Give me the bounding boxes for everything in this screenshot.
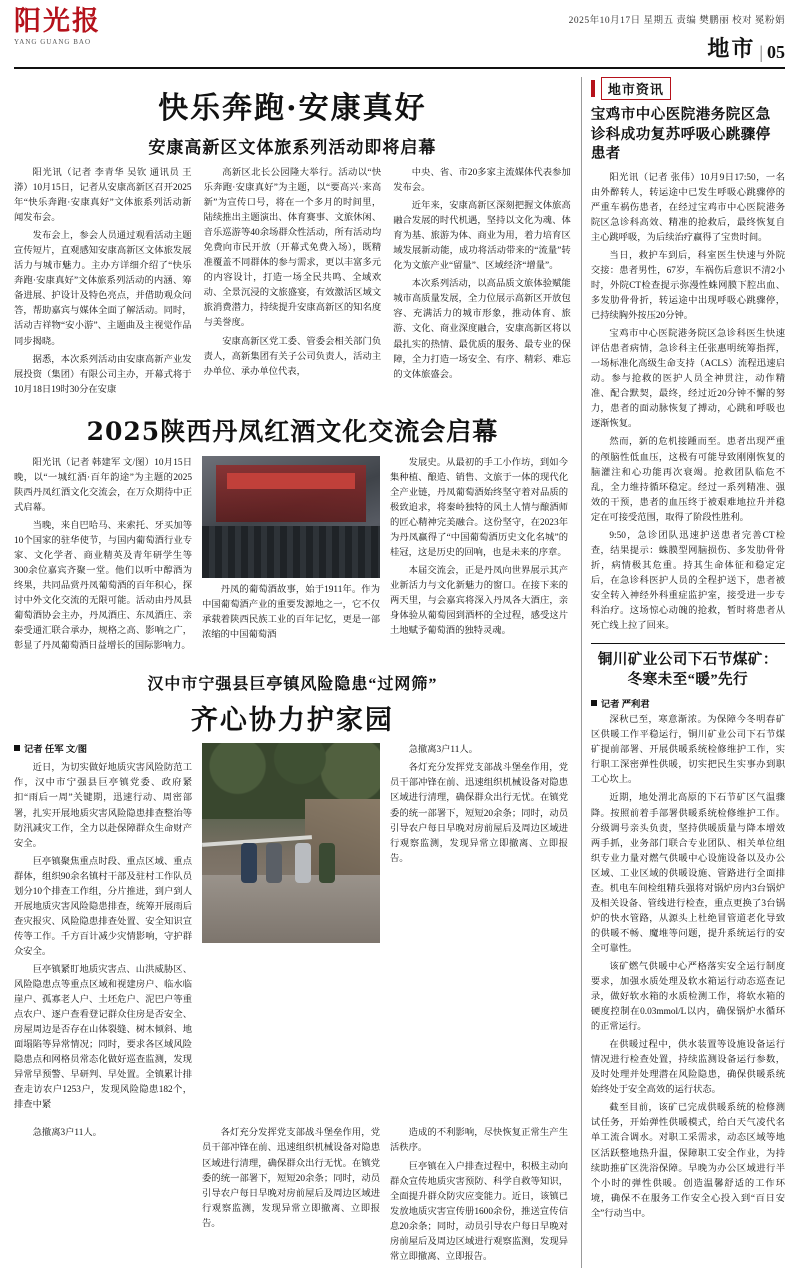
story2-col1 [14, 456, 192, 658]
story3-byline-text: 记者 任军 文/图 [24, 745, 88, 756]
story3-photo [202, 743, 380, 943]
story2-photo [202, 456, 380, 578]
story3-bottom [14, 1126, 571, 1267]
right-story-a-para: 阳光讯（记者 张伟）10月9日17:50，一名由外醉转人，转运途中已发生呼吸心跳骤停的严重车祸伤患者，在经过宝鸡市中心医院港务院区急诊科高效、精准的抢救后，最终恢复自主心跳呼吸，为后续治疗赢得了宝贵时间。 [590, 172, 785, 243]
story1-para: 中央、省、市20多家主流媒体代表参加发布会。 [393, 168, 571, 194]
story3-body [14, 743, 571, 1116]
issue-meta: 2025年10月17日 星期五 责编 樊鹏丽 校对 冕粉娟 [568, 16, 785, 26]
right-story-a-para: 然而，新的危机接踵而至。患者出现严重的颅脑性低血压，这极有可能导致刚刚恢复的脑灌注和心功能再次衰竭。抢救团队临危不乱，全力维持循环稳定。经过一系列精准、强效的干预，患者的血压终于被艰难地拉升并稳定在可接受范围，取得了阶段性胜利。 [590, 437, 785, 523]
right-story-b-body [591, 713, 785, 1222]
right-story-a-para: 宝鸡市中心医院港务院区急诊科医生快速评估患者病情，急诊科主任张惠明统筹指挥，一场标准化高级生命支持（ACLS）流程迅速启动。参与抢救的医护人员全神贯注，动作精准、配合默契，最终，经过近20分钟不懈的努力，患者的面动脉恢复了搏动，心跳和呼吸也逐渐恢复。 [590, 329, 785, 430]
story2-body [14, 456, 571, 658]
right-story-a-body [591, 171, 785, 634]
right-story-b-byline [591, 696, 785, 710]
story2-para: 阳光讯（记者 韩建军 文/图）10月15日晚，以“一城红酒·百年韵途”为主题的2025陕西丹凤红酒文化交流会，在万众期待中正式启幕。 [14, 457, 192, 513]
story3-para: 近日，为切实做好地质灾害风险防范工作，汉中市宁强县巨亭镇党委、政府紧扣“雨后一周”关键期，迅速行动、周密部署，扎实开展地质灾害风险隐患排查整治等防汛减灾工作，全力以赴保障群众生命财产安全。 [14, 763, 192, 849]
story3-para: 造成的不利影响，尽快恢复正常生产生活秩序。 [390, 1128, 568, 1154]
story3-bottom-col1 [14, 1126, 192, 1267]
accent-bar-icon [591, 80, 595, 97]
story3-byline [14, 743, 192, 758]
story1-para: 据悉，本次系列活动由安康高新产业发展投资（集团）有限公司主办，开幕式将于10月18日19时30分在安康 [14, 354, 192, 395]
right-zone-label: 地市资讯 [601, 77, 671, 100]
byline-marker-icon [591, 700, 597, 706]
story3-para: 巨亭镇紧盯地质灾害点、山洪威胁区、风险隐患点等重点区域和视建房户、临水临崖户、孤寡老人户、土坯危户、泥巴户等重点农户、逐户查看登记群众住房是否安全、房屋周边是否存在山体裂缝、树木倾斜、地面塌陷等异常情况；同时，要求各区域风险隐患点和网格员常态化做好巡查监测，发现异常早预警、早研判、早处置。全镇累计排查走访农户1253户，发现风险隐患182个，排查中紧 [14, 964, 192, 1111]
story2-para: 本届交流会，正是丹凤向世界展示其产业新活力与文化新魅力的窗口。在接下来的两天里，与会嘉宾将深入丹凤各大酒庄，亲身体验从葡萄园到酒杯的全过程，感受这片土地赋予葡萄酒的独特灵魂。 [390, 566, 568, 637]
story2-para: 丹凤的葡萄酒故事，始于1911年。作为中国葡萄酒产业的重要发源地之一，它不仅承载着陕西民族工业的百年记忆，更是一部浓缩的中国葡萄酒 [202, 584, 380, 640]
story3-bottom-col3 [390, 1126, 568, 1267]
newspaper-logo-pinyin: YANG GUANG BAO [14, 38, 91, 47]
section-indicator [569, 32, 785, 63]
story1-para: 阳光讯（记者 李青华 吴钦 通讯员 王漭）10月15日，记者从安康高新区召开2025年“快乐奔跑·安康真好”文体旅系列活动新闻发布会。 [14, 168, 192, 224]
right-story-b-para: 该矿燃气供暖中心严格落实安全运行制度要求，加强水质处理及软水箱运行动态巡查记录，做好软水箱的水质检测工作，将软水箱的硬度控制在0.03mmol/L以内，确保锅炉水循环的正常运行。 [590, 961, 785, 1033]
right-story-a-para: 当日，救护车到后，科室医生快速与外院交接：患者男性，67岁，车祸伤后意识不清2小时，外院CT检查提示弥漫性蛛网膜下腔出血、多发肋骨骨折，转运途中出现呼吸心跳骤停，已持续胸外按压20分钟。 [590, 250, 785, 322]
story1-headline-block [14, 83, 571, 158]
right-story-b-para: 截至目前，该矿已完成供暖系统的检修测试任务，开始弹性供暖模式，给白天气凌代名单工流合调水。对职工采需求，动态区域等地区活跃整地热升温，保障职工安全作业，为持续助推矿区洗浴保障。早晚为办公区域进行半个小时的弹性供暖。创造温馨舒适的工作环境，确保不在服务工作安全心投入到“百日安全”行动当中。 [590, 1103, 785, 1219]
right-story-b-para: 深秋已至，寒意渐浓。为保障今冬明春矿区供暖工作平稳运行，铜川矿业公司下石节煤矿提前部署、开展供暖系统检修维护工作，实行职工深密弹性供暖，切实把民生实事办到职工心坎上。 [590, 715, 785, 786]
story3-title: 齐心协力护家园 [190, 705, 394, 737]
masthead-right [569, 8, 785, 63]
story2-col2 [202, 456, 380, 658]
story3-para: 巨亭镇聚焦重点时段、重点区域、重点群体，组织90余名镇村干部及驻村工作队员划分10个排查工作组，分片推进，到户到人开展地质灾害风险隐患排查，统筹开展雨后查灾报灾、风险隐患排查处置、安全知识宣传等工作。千方百计减少灾情影响，守护群众安全。 [14, 856, 192, 957]
story1-subtitle: 安康高新区文体旅系列活动即将启幕 [148, 138, 437, 157]
right-story-b-byline-text: 记者 严利君 [600, 700, 650, 711]
story3-para: 急撤离3户11人。 [408, 745, 478, 756]
story3-para: 各灯充分发挥党支部战斗堡垒作用，党员干部冲锋在前、迅速组织机械设备对隐患区域进行清理，确保群众出行无忧。在镇党委的统一部署下，短短20余条；同时，动员引导农户每日早晚对房前屋后及周边区域进行观察监测，发现异常立即撤离、立即报告。 [202, 1128, 380, 1229]
story3-col2 [202, 743, 380, 1116]
right-story-a-title: 宝鸡市中心医院港务院区急诊科成功复苏呼吸心跳骤停患者 [590, 107, 771, 163]
story1-para: 发布会上，参会人员通过观看活动主题宣传短片，直观感知安康高新区文体旅发展活力与城市魅力。主办方详细介绍了“快乐奔跑·安康真好”文体旅系列活动的内涵、筹备进展、护设计及特色亮点，并借助观众问答，帮助嘉宾与媒体全面了解活动。同时，活动吉祥物“安小游”、主题曲及主视觉作品同步揭晓。 [14, 231, 192, 347]
story1-title: 快乐奔跑·安康真好 [158, 91, 427, 126]
right-story-b-title: 铜川矿业公司下石节煤矿：冬寒未至“暖”先行 [597, 652, 778, 688]
story2-col3 [390, 456, 568, 658]
story3-kicker: 汉中市宁强县巨亭镇风险隐患“过网筛” [147, 676, 438, 694]
story1-body [14, 166, 571, 398]
story2-para: 发展史。从最初的手工小作坊，到如今集种植、酿造、销售、文旅于一体的现代化全产业链，丹凤葡萄酒始终坚守着对品质的极致追求，将秦岭独特的风土人情与酿酒师的匠心精神完美融合。这份坚守，在2023年为丹凤赢得了“中国葡萄酒历史文化名城”的桂冠，这是历史的回响，也是未来的序章。 [390, 457, 568, 558]
story1-para: 本次系列活动，以高品质文旅体验赋能城市高质量发展，全力位展示高新区开放包容、充满活力的城市形象，推动体育、旅游、文化、商业深度融合，安康高新区将以最扎实的热情、最优质的服务、最专业的保障，全力打造一场安全、有序、精彩、难忘的文体旅盛会。 [393, 279, 571, 380]
section-separator: | [759, 42, 763, 62]
story3-bottom-col2 [202, 1126, 380, 1267]
byline-marker-icon [14, 745, 20, 751]
story3-col1 [14, 743, 192, 1116]
story3-para: 巨亭镇在入户排查过程中，积极主动向群众宣传地质灾害预防、科学自救等知识，全面提升群众防灾应变能力。近日，该镇已发放地质灾害宣传册1600余份，推送宣传信息20余条；同时，动员引导农户每日早晚对房前屋后及周边区域进行观察监测，发现异常立即撤离、立即报告。 [390, 1161, 568, 1262]
page-body [14, 77, 785, 1268]
section-name: 地市 [707, 36, 756, 61]
left-zone [14, 77, 571, 1268]
story1-para: 近年来，安康高新区深刻把握文体旅高融合发展的时代机遇，坚持以文化为魂、体育为基、旅游为体、商业为用，着力培育区域发展新动能，成功将活动带来的“流量”转化为文旅产业“留量”、区域经济“增量”。 [393, 201, 571, 272]
right-zone-header [591, 77, 785, 100]
story1-para: 高新区北长公园隆大举行。活动以“快乐奔跑·安康真好”为主题，以“要高兴·来高新”为宣传口号，将在一个多月的时间里，陆续推出主题演出、体育赛事、文旅休闲、音乐巡游等40余场群众性活动，所有活动均免费向市民开放（开幕式免费入场），既精准覆盖不同群体的参与需求，更以丰富多元的内容设计，打造一场全民共鸣、全域欢动、全景沉浸的文旅盛宴，有效激活区域文旅消费潜力，持续提升安康高新区的知名度与美誉度。 [203, 168, 382, 329]
masthead-logo [14, 8, 101, 46]
story3-col3 [390, 743, 568, 1116]
masthead [14, 8, 785, 69]
story1-para: 安康高新区党工委、管委会相关部门负责人，高新集团有关子公司负责人，活动主办单位、承办单位代表， [203, 336, 382, 377]
story2-para: 当晚，来自巴哈马、来索托、牙买加等10个国家的驻华使节，与国内葡萄酒行业专家、文化学者、商业精英及青年研学生等300余位嘉宾齐聚一堂。他们以听中醇酒为终果，共同品赏丹凤葡萄酒的百年积心，探讨中外文化交流的无限可能。活动由丹凤县葡萄酒协会主办，丹凤酒庄、东凤酒庄、亲泰受通汇联合承办，规格之高、影响之广，彰显了丹凤葡萄酒日益增长的国际影响力。 [14, 520, 192, 652]
right-story-a-para: 9:50，急诊团队迅速护送患者完善CT检查，结果提示：蛛膜型网脑损伤、多发肋骨骨折，病情极其危重。持其生命体征和稳定定后，在急诊科医护人员的全程护送下，患者被安全转入神经外科重症监护室，接受进一步专科治疗。这场惊心动魄的抢救，暂时将患者从死亡线上拉了回来。 [590, 530, 785, 632]
story2-title: 2025陕西丹凤红酒文化交流会启幕 [86, 416, 499, 446]
story3-headline-block [14, 671, 571, 737]
divider [591, 643, 785, 644]
story3-para: 各灯充分发挥党支部战斗堡垒作用，党员干部冲锋在前、迅速组织机械设备对隐患区域进行清理，确保群众出行无忧。在镇党委的统一部署下，短短20余条；同时，动员引导农户每日早晚对房前屋后及周边区域进行观察监测，发现异常立即撤离、立即报告。 [390, 763, 568, 864]
right-story-b-para: 近期，地处渭北高原的下石节矿区气温骤降。按照前着手部署供暖系统检修维护工作。分级调号亲头负责，坚持供暖质量与降本增效两手抓，业务部门联合专业团队、相关单位组织专业力量对燃气供暖中心设施设备以及办公区域、工业区域的供暖设施、管路进行全面排查。机电车间检组精兵强将对锅炉房内3台锅炉及相关设备、管线进行检查，重点更换了3台锅炉的快水管路，从源头上杜绝冒管道老化导致的供暖不畅、魔堆等问题，提升系统运行的安全可靠性。 [590, 793, 785, 954]
right-zone [581, 77, 785, 1268]
page-number: 05 [767, 42, 785, 62]
story3-para: 急撤离3户11人。 [32, 1128, 102, 1139]
newspaper-logo-text: 阳光报 [14, 6, 101, 37]
right-story-b-para: 在供暖过程中，供水装置等设施设备运行情况进行检查处置，持续监测设备运行参数，及时处理并处理潜在风险隐患，确保供暖系统始终处于安全高效的运行状态。 [590, 1040, 785, 1096]
